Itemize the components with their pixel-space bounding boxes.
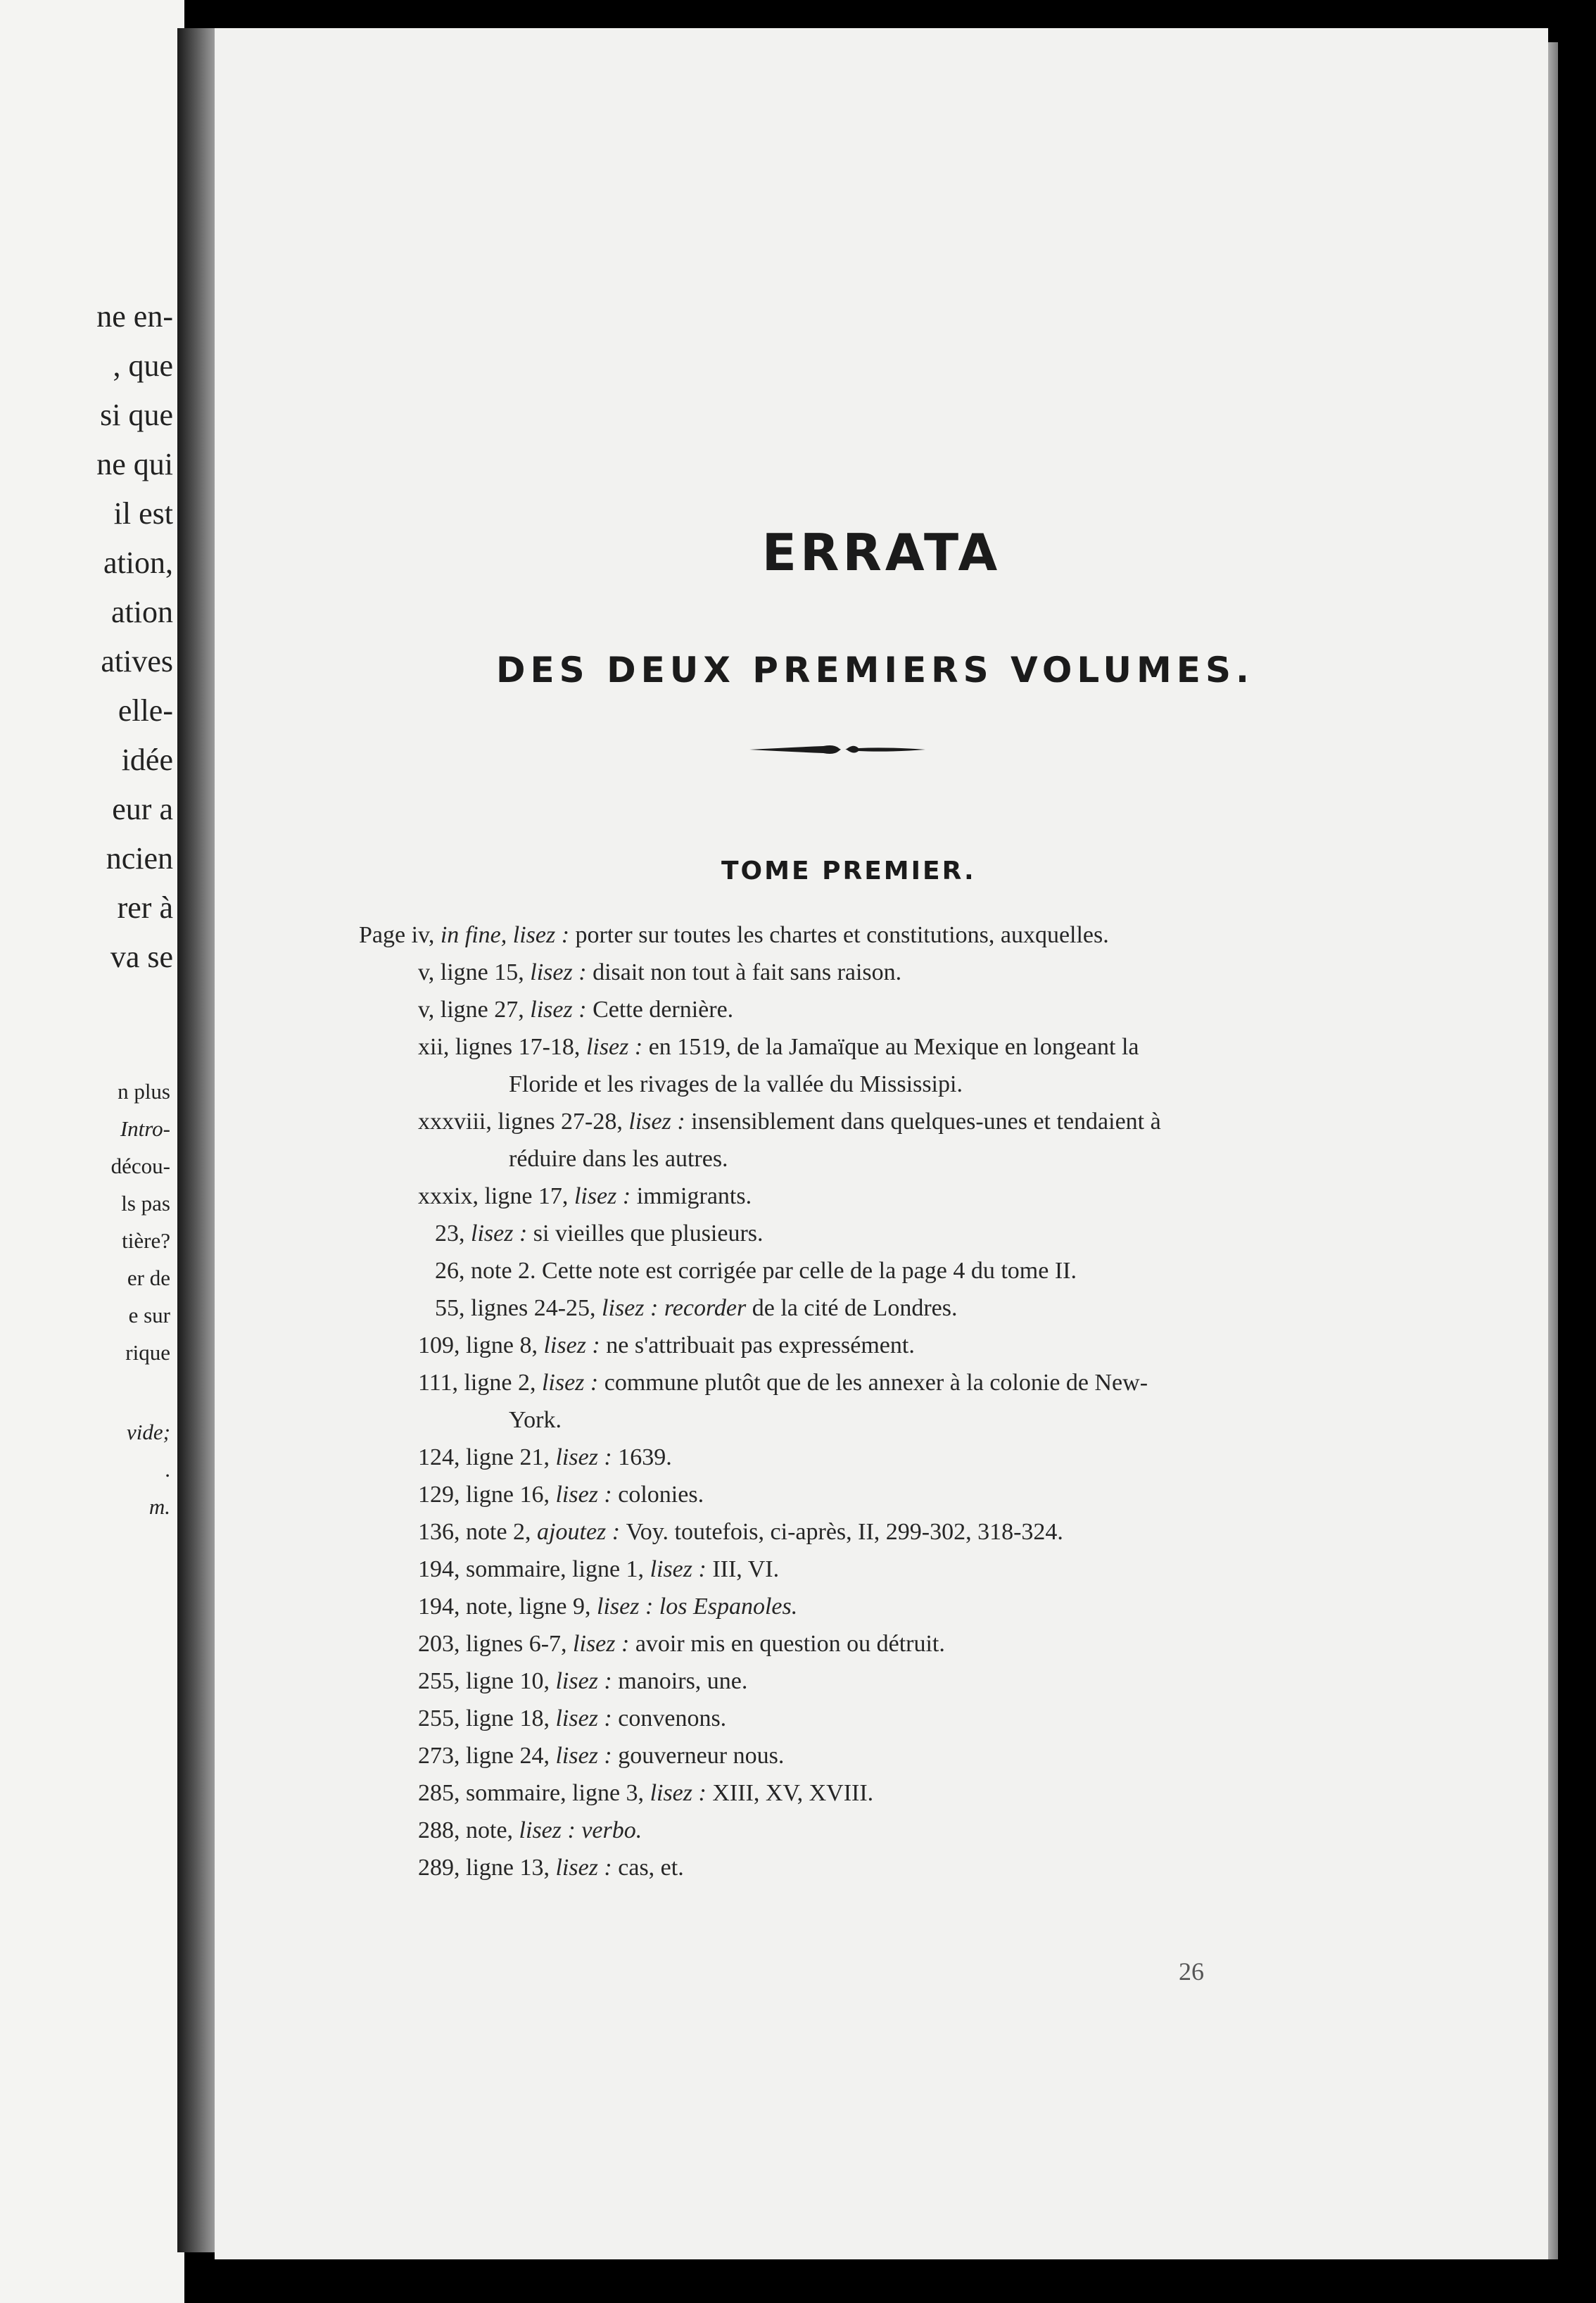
errata-ref: v, ligne 15,: [418, 959, 531, 985]
errata-lisez: ajoutez :: [537, 1519, 626, 1545]
errata-lisez: in fine, lisez :: [440, 922, 576, 948]
errata-ref: 194, note, ligne 9,: [418, 1594, 597, 1620]
left-page-line: ncien: [106, 841, 173, 876]
errata-entry: [418, 997, 733, 1023]
errata-lisez: lisez :: [530, 997, 593, 1023]
errata-lisez: lisez :: [555, 1743, 619, 1769]
errata-continuation: réduire dans les autres.: [509, 1146, 728, 1172]
errata-ref: 55, lignes 24-25,: [435, 1295, 602, 1321]
errata-continuation: York.: [509, 1407, 562, 1433]
errata-text: gouverneur nous.: [618, 1743, 785, 1769]
left-page-line: atives: [101, 644, 173, 679]
left-page-line: il est: [113, 496, 173, 531]
errata-lisez: lisez :: [650, 1556, 713, 1582]
left-page-line: va se: [110, 940, 173, 974]
ornament-divider: [746, 736, 929, 764]
errata-entry: [418, 1780, 873, 1807]
errata-lisez: lisez :: [574, 1183, 637, 1209]
errata-entry: [418, 1705, 726, 1732]
errata-entry: [418, 1482, 704, 1508]
errata-ref: 136, note 2,: [418, 1519, 538, 1545]
errata-ref: 285, sommaire, ligne 3,: [418, 1780, 650, 1806]
left-page-note-line: vide;: [127, 1420, 170, 1444]
errata-ref: 26,: [435, 1258, 471, 1284]
errata-entry: [418, 1183, 752, 1210]
errata-text: III, VI.: [712, 1556, 780, 1582]
errata-entry: [359, 922, 1109, 949]
page-subtitle: DES DEUX PREMIERS VOLUMES.: [496, 650, 1254, 690]
left-page-line: rer à: [117, 890, 173, 925]
errata-text: immigrants.: [636, 1183, 752, 1209]
errata-text: insensiblement dans quelques-unes et tendaient à: [691, 1109, 1161, 1135]
errata-text: ne s'attribuait pas expressément.: [606, 1332, 915, 1358]
left-page-line: idée: [121, 743, 173, 777]
errata-entry: [418, 1109, 1161, 1135]
errata-lisez: lisez :: [471, 1220, 533, 1247]
left-page-note-line: ls pas: [121, 1191, 170, 1216]
errata-lisez: lisez :: [543, 1332, 607, 1358]
errata-text: Voy. toutefois, ci-après, II, 299-302, 318-324.: [626, 1519, 1063, 1545]
errata-ref: 255, ligne 10,: [418, 1668, 556, 1694]
errata-entry: [418, 1631, 945, 1658]
left-page-line: ation,: [103, 545, 173, 580]
errata-entry: [418, 1556, 779, 1583]
errata-text: manoirs, une.: [618, 1668, 748, 1694]
errata-lisez: lisez :: [650, 1780, 713, 1806]
errata-lisez: lisez :: [530, 959, 593, 985]
errata-lisez: lisez :: [585, 1034, 649, 1060]
errata-ref: 124, ligne 21,: [418, 1444, 556, 1470]
errata-ref: xxxviii, lignes 27-28,: [418, 1109, 629, 1135]
left-page-note-line: er de: [127, 1266, 170, 1290]
errata-text: avoir mis en question ou détruit.: [635, 1631, 945, 1657]
left-page-line: ne en-: [96, 299, 173, 334]
left-page-note-line: .: [165, 1457, 170, 1482]
errata-text: convenons.: [618, 1705, 727, 1731]
errata-text: en 1519, de la Jamaïque au Mexique en longeant la: [648, 1034, 1139, 1060]
errata-lisez: lisez :: [555, 1855, 619, 1881]
left-page-note-line: décou-: [110, 1154, 170, 1178]
errata-lisez: lisez :: [555, 1668, 619, 1694]
errata-lisez: lisez :: [555, 1444, 619, 1470]
page-title: ERRATA: [761, 523, 1001, 582]
left-page-line: si que: [100, 398, 173, 432]
left-page-line: ation: [111, 595, 173, 629]
left-page-note-line: Intro-: [120, 1116, 170, 1141]
left-page-note-line: rique: [125, 1340, 170, 1365]
errata-entry: [418, 1444, 672, 1471]
left-page-note-line: tière?: [122, 1228, 170, 1253]
errata-ref: 23,: [435, 1220, 471, 1247]
errata-entry: [418, 1519, 1063, 1546]
errata-ref: xii, lignes 17-18,: [418, 1034, 586, 1060]
errata-lisez: lisez :: [573, 1631, 635, 1657]
errata-entry: [418, 1817, 642, 1844]
page-number: 26: [1179, 1957, 1204, 1986]
errata-ref: xxxix, ligne 17,: [418, 1183, 574, 1209]
left-page-note-line: e sur: [128, 1303, 170, 1327]
left-page-line: eur a: [112, 792, 173, 826]
errata-entry: [435, 1220, 764, 1247]
left-page-line: ne qui: [96, 447, 173, 481]
errata-page: [215, 28, 1548, 2259]
errata-entry: [435, 1258, 1077, 1285]
errata-lisez: lisez : verbo.: [519, 1817, 642, 1843]
errata-entry: [418, 1855, 684, 1881]
errata-lisez: lisez :: [555, 1705, 619, 1731]
errata-text: colonies.: [618, 1482, 704, 1508]
errata-entry: [418, 1668, 747, 1695]
left-page: [0, 0, 184, 2303]
errata-lisez: lisez : recorder: [602, 1295, 752, 1321]
errata-ref: 289, ligne 13,: [418, 1855, 556, 1881]
errata-ref: 273, ligne 24,: [418, 1743, 556, 1769]
errata-lisez: lisez :: [555, 1482, 619, 1508]
errata-ref: 129, ligne 16,: [418, 1482, 556, 1508]
errata-ref: 109, ligne 8,: [418, 1332, 544, 1358]
errata-entry: [435, 1295, 957, 1322]
errata-text: de la cité de Londres.: [752, 1295, 958, 1321]
left-page-note-line: n plus: [118, 1079, 170, 1104]
errata-text: si vieilles que plusieurs.: [533, 1220, 764, 1247]
errata-lisez: lisez :: [628, 1109, 692, 1135]
errata-text: cas, et.: [618, 1855, 684, 1881]
errata-ref: 203, lignes 6-7,: [418, 1631, 574, 1657]
errata-ref: Page iv,: [359, 922, 441, 948]
section-title: TOME PREMIER.: [721, 857, 976, 885]
left-page-line: elle-: [118, 693, 173, 728]
errata-lisez: lisez : los Espanoles.: [597, 1594, 798, 1620]
errata-text: Cette dernière.: [593, 997, 734, 1023]
errata-text: 1639.: [618, 1444, 672, 1470]
errata-entry: [418, 1034, 1139, 1061]
errata-ref: 111, ligne 2,: [418, 1370, 542, 1396]
errata-text: porter sur toutes les chartes et constitutions, auxquelles.: [575, 922, 1109, 948]
errata-entry: [418, 1743, 784, 1769]
errata-ref: 255, ligne 18,: [418, 1705, 556, 1731]
left-page-line: , que: [113, 348, 173, 383]
errata-text: disait non tout à fait sans raison.: [593, 959, 902, 985]
errata-ref: 288, note,: [418, 1817, 519, 1843]
errata-continuation: Floride et les rivages de la vallée du Mississipi.: [509, 1071, 963, 1097]
errata-text: commune plutôt que de les annexer à la colonie de New-: [604, 1370, 1148, 1396]
errata-ref: v, ligne 27,: [418, 997, 531, 1023]
errata-entry: [418, 1594, 797, 1620]
errata-text: note 2. Cette note est corrigée par celle de la page 4 du tome II.: [471, 1258, 1077, 1284]
errata-ref: 194, sommaire, ligne 1,: [418, 1556, 650, 1582]
left-page-note-line: m.: [148, 1494, 170, 1519]
errata-entry: [418, 1370, 1148, 1396]
errata-text: XIII, XV, XVIII.: [712, 1780, 874, 1806]
errata-entry: [418, 1332, 915, 1359]
errata-lisez: lisez :: [541, 1370, 604, 1396]
errata-entry: [418, 959, 901, 986]
